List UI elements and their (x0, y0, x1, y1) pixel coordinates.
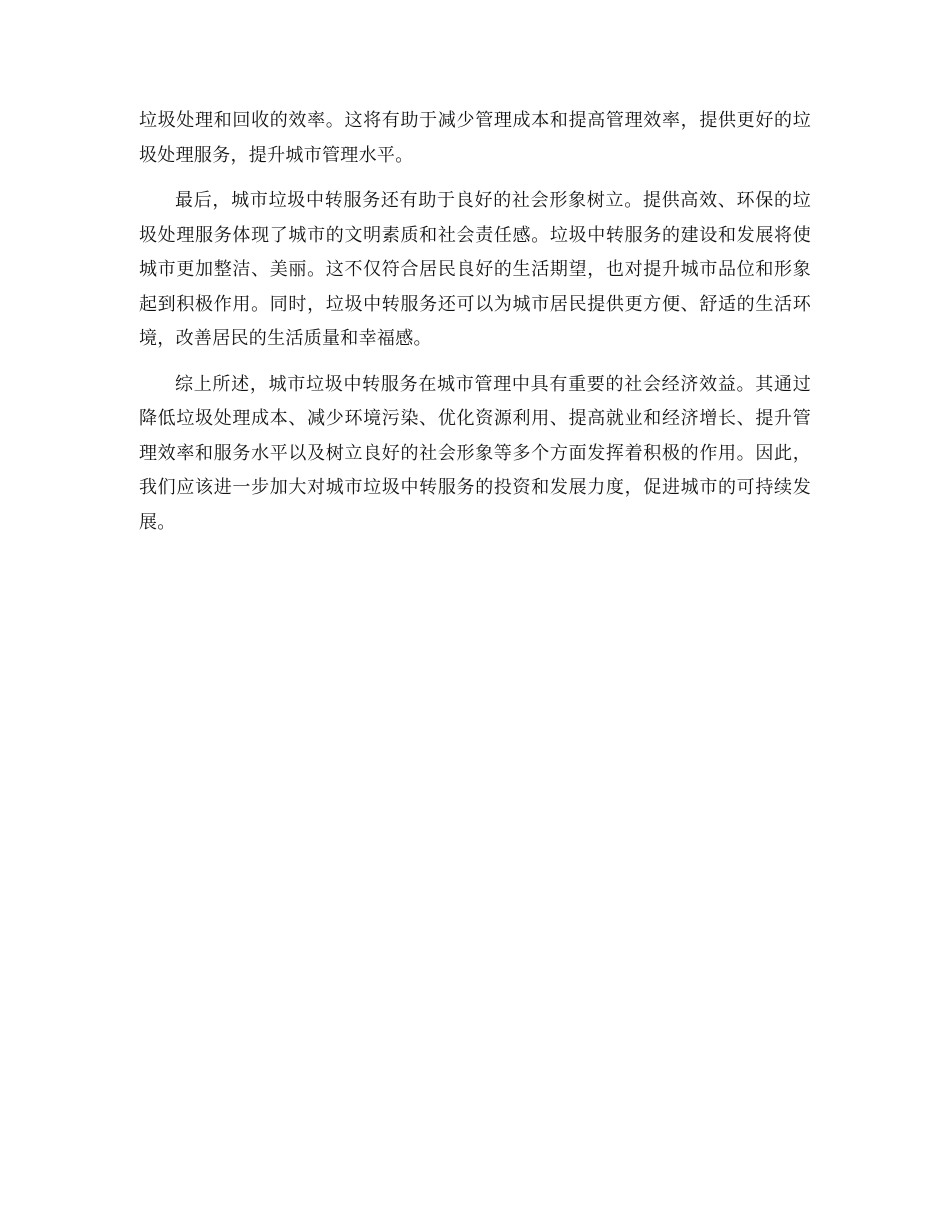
paragraph-social-image: 最后，城市垃圾中转服务还有助于良好的社会形象树立。提供高效、环保的垃圾处理服务体现了城市的文明素质和社会责任感。垃圾中转服务的建设和发展将使城市更加整洁、美丽。这不仅符合居民良好的生活期望，也对提升城市品位和形象起到积极作用。同时，垃圾中转服务还可以为城市居民提供更方便、舒适的生活环境，改善居民的生活质量和幸福感。 (139, 190, 811, 349)
paragraph-continuation: 垃圾处理和回收的效率。这将有助于减少管理成本和提高管理效率，提供更好的垃圾处理服务，提升城市管理水平。 (139, 110, 811, 166)
paragraph-conclusion: 综上所述，城市垃圾中转服务在城市管理中具有重要的社会经济效益。其通过降低垃圾处理成本、减少环境污染、优化资源利用、提高就业和经济增长、提升管理效率和服务水平以及树立良好的社会形象等多个方面发挥着积极的作用。因此，我们应该进一步加大对城市垃圾中转服务的投资和发展力度，促进城市的可持续发展。 (139, 373, 811, 533)
document-body (139, 104, 811, 551)
